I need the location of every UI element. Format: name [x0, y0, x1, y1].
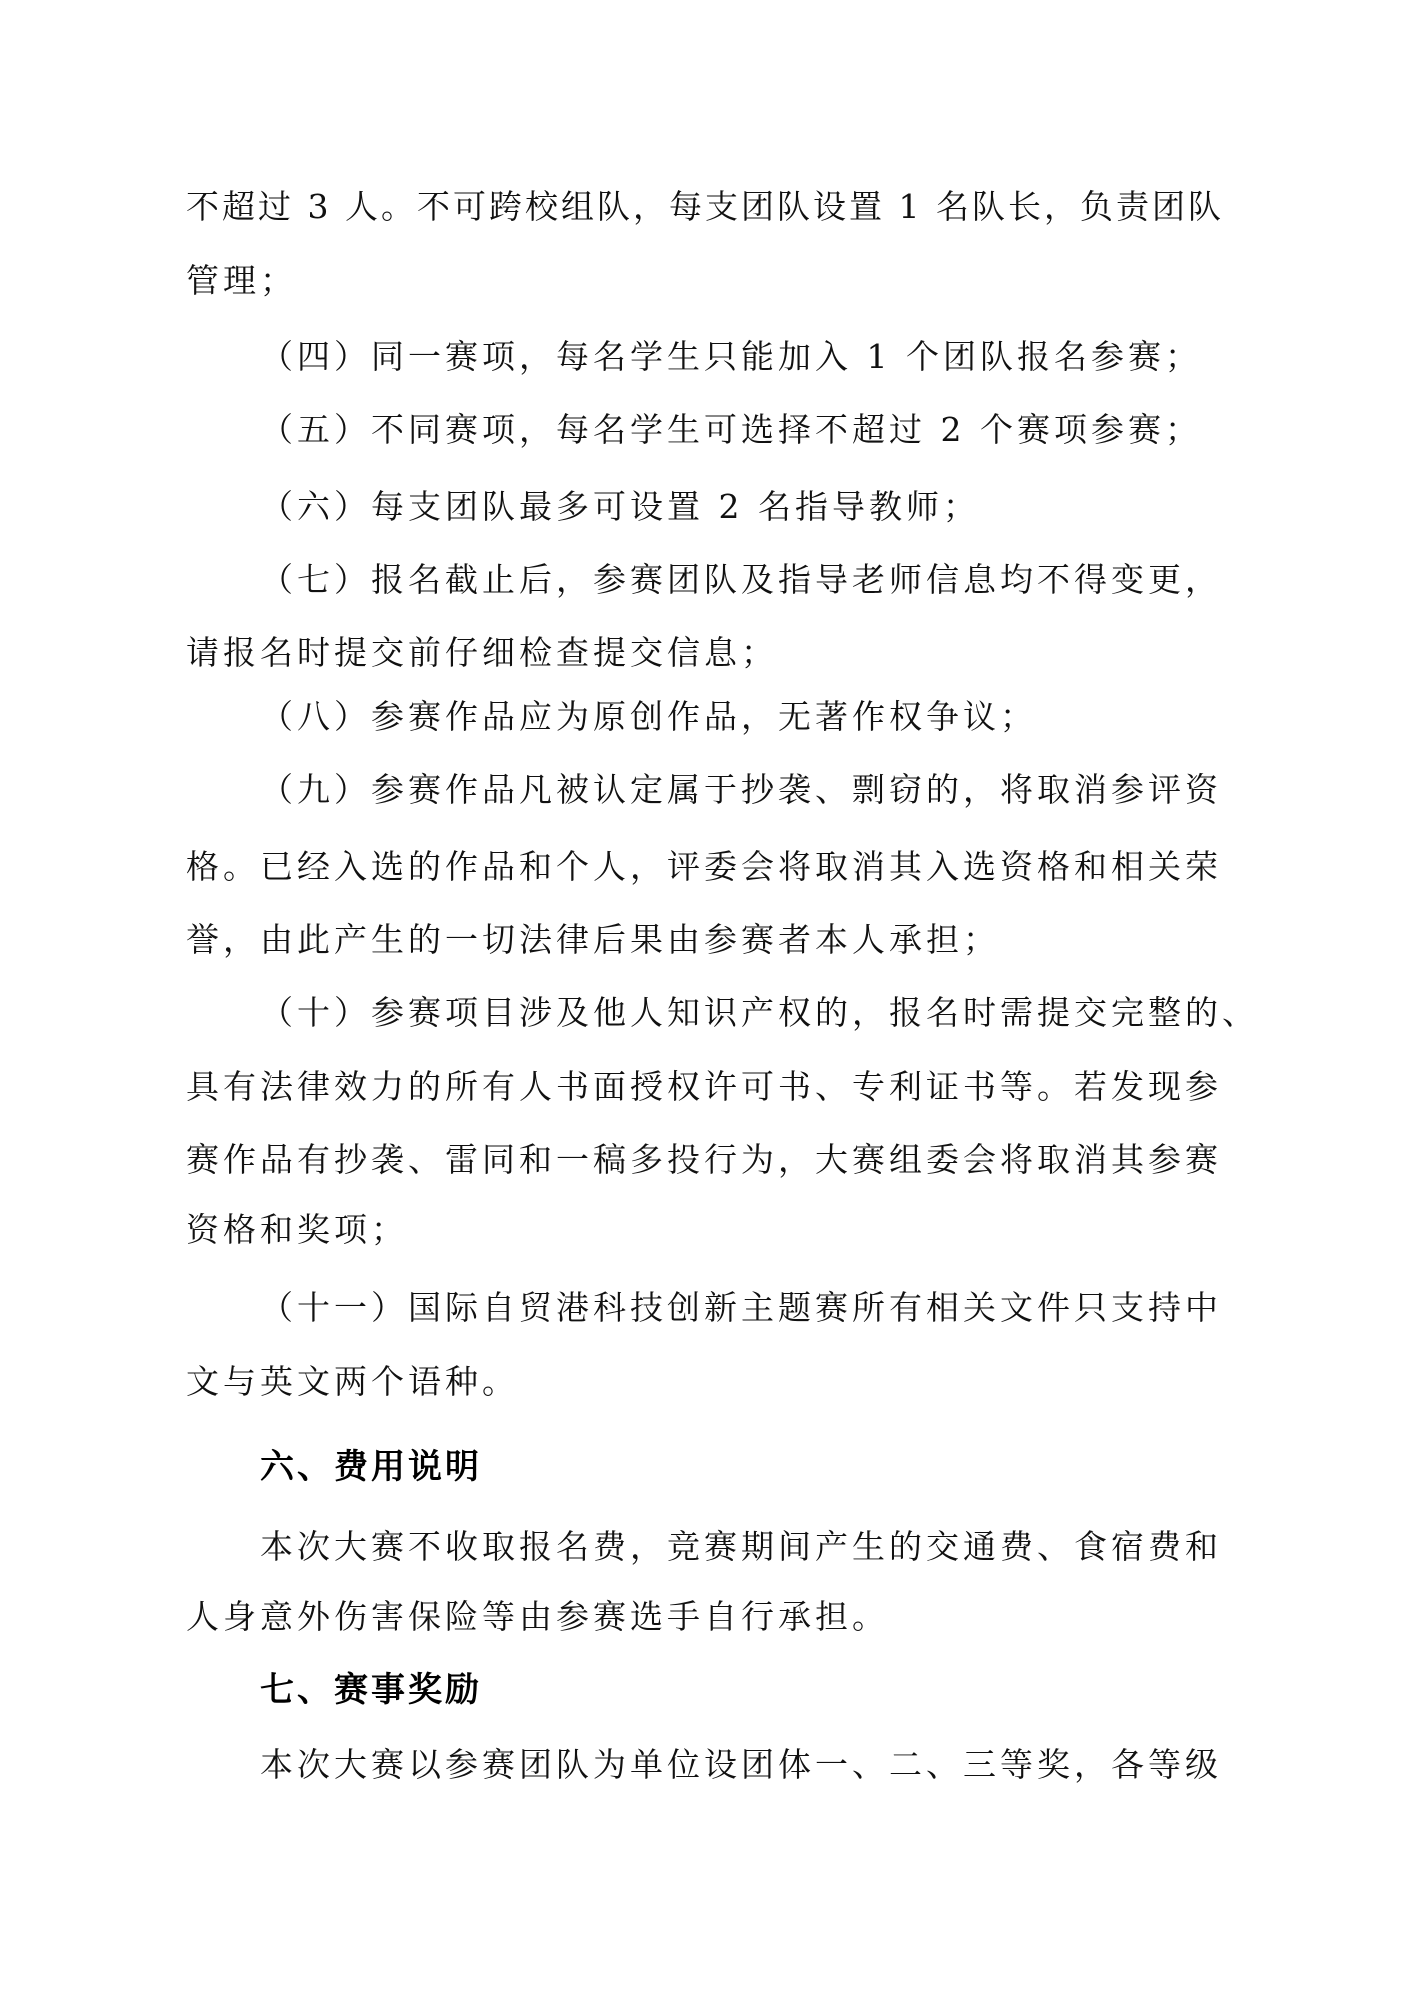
section-heading-fees: 六、费用说明	[260, 1447, 482, 1487]
section-fees-paragraph: 本次大赛不收取报名费，竞赛期间产生的交通费、食宿费和	[260, 1527, 1222, 1566]
paragraph-line: 不超过 3 人。不可跨校组队，每支团队设置 1 名队长，负责团队	[186, 187, 1224, 226]
list-item-10: （十）参赛项目涉及他人知识产权的，报名时需提交完整的、	[260, 993, 1259, 1032]
list-item-4: （四）同一赛项，每名学生只能加入 1 个团队报名参赛；	[260, 337, 1202, 376]
list-item-9-continuation: 格。已经入选的作品和个人，评委会将取消其入选资格和相关荣	[186, 847, 1222, 886]
list-item-10-continuation: 资格和奖项；	[186, 1210, 408, 1249]
list-item-7: （七）报名截止后，参赛团队及指导老师信息均不得变更，	[260, 560, 1222, 599]
section-fees-paragraph-continuation: 人身意外伤害保险等由参赛选手自行承担。	[186, 1597, 889, 1636]
list-item-5: （五）不同赛项，每名学生可选择不超过 2 个赛项参赛；	[260, 410, 1202, 449]
list-item-7-continuation: 请报名时提交前仔细检查提交信息；	[186, 633, 778, 672]
list-item-10-continuation: 赛作品有抄袭、雷同和一稿多投行为，大赛组委会将取消其参赛	[186, 1140, 1222, 1179]
section-awards-paragraph: 本次大赛以参赛团队为单位设团体一、二、三等奖，各等级	[260, 1745, 1222, 1784]
list-item-8: （八）参赛作品应为原创作品，无著作权争议；	[260, 697, 1037, 736]
section-heading-awards: 七、赛事奖励	[260, 1670, 482, 1710]
list-item-9-continuation: 誉，由此产生的一切法律后果由参赛者本人承担；	[186, 920, 1000, 959]
list-item-9: （九）参赛作品凡被认定属于抄袭、剽窃的，将取消参评资	[260, 770, 1222, 809]
list-item-10-continuation: 具有法律效力的所有人书面授权许可书、专利证书等。若发现参	[186, 1067, 1222, 1106]
list-item-6: （六）每支团队最多可设置 2 名指导教师；	[260, 487, 980, 526]
paragraph-line: 管理；	[186, 261, 297, 300]
list-item-11: （十一）国际自贸港科技创新主题赛所有相关文件只支持中	[260, 1288, 1222, 1327]
list-item-11-continuation: 文与英文两个语种。	[186, 1362, 519, 1401]
